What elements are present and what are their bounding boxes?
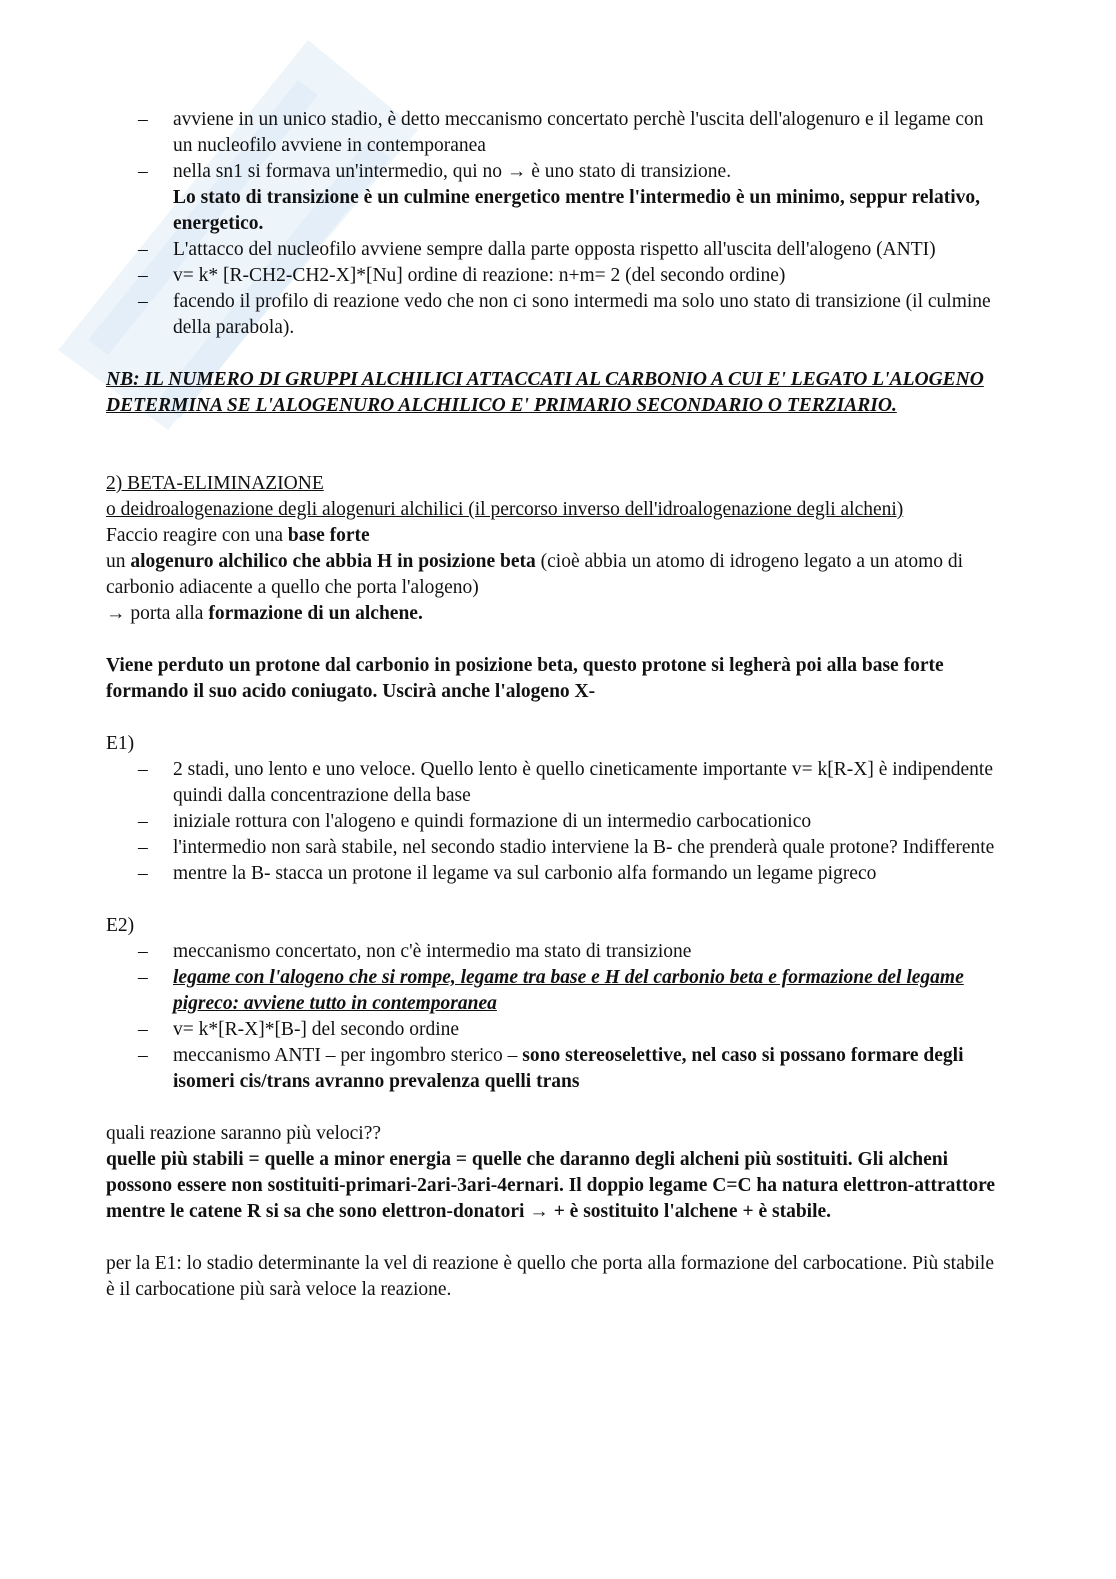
list-item xyxy=(106,1043,1006,1095)
list-item xyxy=(106,1017,1006,1043)
bold-answer: quelle più stabili = quelle a minor energia = quelle che daranno degli alcheni più sostituiti. Gli alcheni possono essere non sostituiti-primari-2ari-3ari-4ernari. Il doppio legame C=C ha natura elettron-attrattore mentre le catene R si sa che sono elettron-donatori → + è sostituito l'alchene + è stabile. xyxy=(106,1149,996,1222)
text-run: Faccio reagire con una xyxy=(106,525,288,546)
list-item-text: v= k*[R-X]*[B-] del secondo ordine xyxy=(173,1019,460,1040)
text-run: un xyxy=(106,551,131,572)
section-heading: 2) BETA-ELIMINAZIONE xyxy=(106,473,324,494)
dash-bullet: – xyxy=(138,1019,148,1040)
list-item-text: L'attacco del nucleofilo avviene sempre dalla parte opposta rispetto all'uscita dell'alogeno (ANTI) xyxy=(173,239,936,260)
dash-bullet: – xyxy=(138,239,148,260)
list-item-text: l'intermedio non sarà stabile, nel secondo stadio interviene la B- che prenderà quale protone? Indifferente xyxy=(173,837,995,858)
transition-state-note: Lo stato di transizione è un culmine energetico mentre l'intermedio è un minimo, seppur relativo, energetico. xyxy=(173,187,981,234)
e1-note: per la E1: lo stadio determinante la vel di reazione è quello che porta alla formazione del carbocatione. Più stabile è il carbocatione più sarà veloce la reazione. xyxy=(106,1253,994,1300)
page-content xyxy=(106,107,1006,1303)
text-run: → porta alla xyxy=(106,603,209,624)
list-item xyxy=(106,263,1006,289)
e2-list xyxy=(106,939,1006,1095)
dash-bullet: – xyxy=(138,1045,148,1066)
e2-label: E2) xyxy=(106,915,135,936)
nb-note: NB: IL NUMERO DI GRUPPI ALCHILICI ATTACCATI AL CARBONIO A CUI E' LEGATO L'ALOGENO DETERMINA SE L'ALOGENURO ALCHILICO E' PRIMARIO SECONDARIO O TERZIARIO. xyxy=(106,369,984,416)
text-run: (cioè abbia un atomo di idrogeno legato a un atomo di carbonio adiacente a quello che porta l'alogeno) xyxy=(106,551,964,598)
list-item-text: v= k* [R-CH2-CH2-X]*[Nu] ordine di reazione: n+m= 2 (del secondo ordine) xyxy=(173,265,786,286)
list-item-text: legame con l'alogeno che si rompe, legame tra base e H del carbonio beta e formazione del legame pigreco: avviene tutto in contemporanea xyxy=(173,967,964,1014)
e1-label: E1) xyxy=(106,733,135,754)
dash-bullet: – xyxy=(138,863,148,884)
dash-bullet: – xyxy=(138,265,148,286)
list-item-text: mentre la B- stacca un protone il legame va sul carbonio alfa formando un legame pigreco xyxy=(173,863,877,884)
list-item xyxy=(106,757,1006,809)
dash-bullet: – xyxy=(138,759,148,780)
sn2-list xyxy=(106,107,1006,341)
list-item xyxy=(106,835,1006,861)
paragraph xyxy=(106,523,1006,549)
section-subheading: o deidroalogenazione degli alogenuri alchilici (il percorso inverso dell'idroalogenazione degli alcheni) xyxy=(106,499,904,520)
dash-bullet: – xyxy=(138,291,148,312)
dash-bullet: – xyxy=(138,941,148,962)
list-item-text: 2 stadi, uno lento e uno veloce. Quello lento è quello cineticamente importante v= k[R-X] è indipendente quindi dalla concentrazione della base xyxy=(173,759,993,806)
list-item xyxy=(106,289,1006,341)
list-item xyxy=(106,965,1006,1017)
dash-bullet: – xyxy=(138,109,148,130)
paragraph xyxy=(106,601,1006,627)
dash-bullet: – xyxy=(138,811,148,832)
text-run-bold: alogenuro alchilico che abbia H in posizione beta xyxy=(130,551,536,572)
list-item-text: nella sn1 si formava un'intermedio, qui no → è uno stato di transizione. xyxy=(173,161,732,182)
list-item xyxy=(106,939,1006,965)
list-item-text: meccanismo ANTI – per ingombro sterico – xyxy=(173,1045,523,1066)
paragraph xyxy=(106,549,1006,601)
text-run-bold: formazione di un alchene. xyxy=(208,603,423,624)
list-item-text: facendo il profilo di reazione vedo che non ci sono intermedi ma solo uno stato di transizione (il culmine della parabola). xyxy=(173,291,991,338)
dash-bullet: – xyxy=(138,967,148,988)
list-item xyxy=(106,107,1006,159)
question: quali reazione saranno più veloci?? xyxy=(106,1123,382,1144)
dash-bullet: – xyxy=(138,161,148,182)
text-run-bold: base forte xyxy=(287,525,370,546)
list-item xyxy=(106,861,1006,887)
list-item-text: avviene in un unico stadio, è detto meccanismo concertato perchè l'uscita dell'alogenuro e il legame con un nucleofilo avviene in contemporanea xyxy=(173,109,984,156)
list-item-text-bold: sono stereoselettive, nel caso si possano formare degli isomeri cis/trans avranno prevalenza quelli trans xyxy=(173,1045,964,1092)
list-item-text: iniziale rottura con l'alogeno e quindi formazione di un intermedio carbocationico xyxy=(173,811,812,832)
list-item xyxy=(106,237,1006,263)
list-item xyxy=(106,159,1006,237)
dash-bullet: – xyxy=(138,837,148,858)
list-item xyxy=(106,809,1006,835)
list-item-text: meccanismo concertato, non c'è intermedio ma stato di transizione xyxy=(173,941,692,962)
bold-paragraph: Viene perduto un protone dal carbonio in posizione beta, questo protone si legherà poi alla base forte formando il suo acido coniugato. Uscirà anche l'alogeno X- xyxy=(106,655,944,702)
e1-list xyxy=(106,757,1006,887)
